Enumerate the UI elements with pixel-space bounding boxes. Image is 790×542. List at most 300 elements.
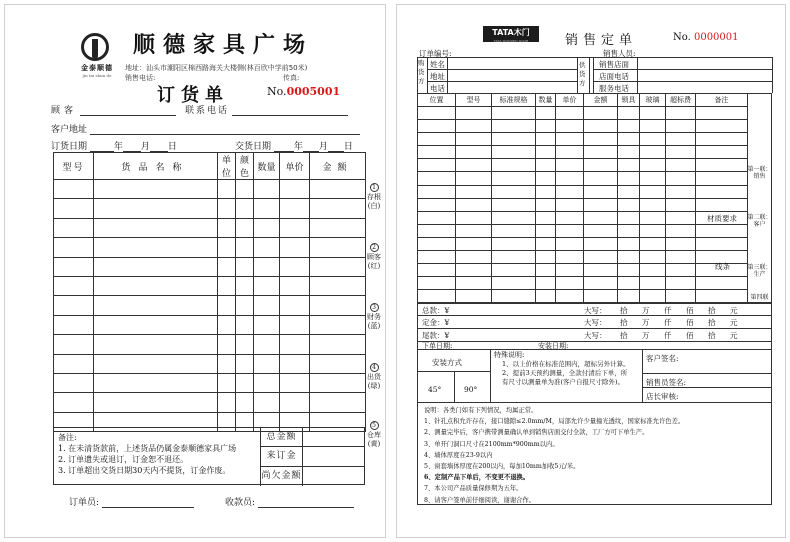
special-label: 特殊说明: [494,351,525,359]
table-cell[interactable] [536,277,556,290]
table-cell[interactable] [492,172,536,185]
table-cell[interactable] [492,264,536,277]
table-cell[interactable] [666,264,696,277]
note-line: 6、定制产品下单后，不变更不退换。 [424,474,530,482]
table-cell[interactable] [696,133,748,146]
table-cell[interactable] [640,277,666,290]
table-cell[interactable] [696,198,748,211]
table-cell[interactable] [456,277,492,290]
table-cell[interactable] [640,120,666,133]
table-row[interactable] [418,290,748,303]
table-cell[interactable] [536,185,556,198]
side-note: 第一联：销售 [747,166,772,180]
table-cell[interactable] [94,335,218,354]
table-cell[interactable] [492,185,536,198]
table-cell[interactable] [696,290,748,303]
table-cell[interactable] [666,237,696,250]
table-cell[interactable] [536,224,556,237]
table-cell[interactable] [696,237,748,250]
table-cell[interactable] [218,335,236,354]
table-cell[interactable] [218,257,236,276]
table-cell[interactable] [280,335,310,354]
table-row[interactable] [418,107,748,120]
note-line: 8、请客户签单前仔细阅读，谢谢合作。 [424,496,536,504]
table-cell[interactable] [236,335,254,354]
table-cell[interactable] [218,315,236,334]
table-cell[interactable] [584,120,618,133]
contact-phone-field[interactable] [185,103,348,116]
table-cell[interactable] [236,218,254,237]
table-cell[interactable] [218,199,236,218]
table-cell[interactable] [618,198,640,211]
table-cell[interactable] [556,159,584,172]
table-cell[interactable] [536,107,556,120]
table-cell[interactable] [584,290,618,303]
customer-address-field[interactable] [51,122,360,135]
table-cell[interactable] [310,354,366,373]
table-cell[interactable] [310,257,366,276]
table-cell[interactable] [536,211,556,224]
table-cell[interactable] [584,133,618,146]
table-cell[interactable] [556,133,584,146]
table-cell[interactable] [94,276,218,295]
clerk-field[interactable] [69,495,194,508]
logo-en: jin tai shun de [82,73,112,78]
table-cell[interactable] [456,120,492,133]
table-cell[interactable] [280,296,310,315]
table-cell[interactable] [618,251,640,264]
table-cell[interactable] [94,257,218,276]
table-cell[interactable] [54,276,94,295]
table-cell[interactable] [254,315,280,334]
table-cell[interactable] [492,198,536,211]
table-cell[interactable] [418,172,456,185]
table-cell[interactable] [556,185,584,198]
table-cell[interactable] [556,237,584,250]
table-cell[interactable] [54,315,94,334]
table-cell[interactable] [418,146,456,159]
table-cell[interactable] [666,211,696,224]
table-cell[interactable] [666,185,696,198]
table-cell[interactable] [618,277,640,290]
table-cell[interactable] [94,180,218,199]
table-cell[interactable] [618,120,640,133]
table-cell[interactable] [236,393,254,412]
table-cell[interactable] [218,296,236,315]
table-cell[interactable] [310,315,366,334]
table-cell[interactable] [584,146,618,159]
table-row[interactable] [418,172,748,185]
table-cell[interactable] [418,251,456,264]
table-cell[interactable] [536,120,556,133]
table-cell[interactable] [618,133,640,146]
table-cell[interactable] [456,185,492,198]
table-cell[interactable] [640,264,666,277]
table-cell[interactable] [618,159,640,172]
table-cell[interactable] [280,218,310,237]
table-cell[interactable] [54,238,94,257]
table-cell[interactable] [218,218,236,237]
table-cell[interactable] [280,257,310,276]
table-cell[interactable] [536,198,556,211]
table-cell[interactable] [584,159,618,172]
table-cell[interactable] [584,172,618,185]
table-cell[interactable] [666,290,696,303]
table-cell[interactable] [418,159,456,172]
table-cell[interactable] [556,251,584,264]
table-cell[interactable] [666,159,696,172]
table-cell[interactable] [492,146,536,159]
table-cell[interactable] [310,218,366,237]
table-row[interactable] [418,159,748,172]
table-cell[interactable] [254,335,280,354]
table-row[interactable] [54,393,366,412]
table-cell[interactable] [254,218,280,237]
seller-service-phone-label: 服务电话 [599,84,629,93]
table-row[interactable] [54,335,366,354]
table-cell[interactable] [696,120,748,133]
table-cell[interactable] [696,224,748,237]
table-cell[interactable] [584,264,618,277]
table-cell[interactable] [310,335,366,354]
customer-label: 顾客 [51,106,78,116]
table-cell[interactable] [536,172,556,185]
table-cell[interactable] [640,172,666,185]
balance-row[interactable]: 尾款：¥ 大写： 拾 万 仟 佰 拾 元 [417,329,772,342]
delivery-date-field[interactable]: 交货日期 年 月 日 [235,142,353,152]
table-row[interactable] [418,264,748,277]
table-cell[interactable] [280,373,310,392]
table-cell[interactable] [218,354,236,373]
table-cell[interactable] [584,185,618,198]
table-cell[interactable] [556,277,584,290]
table-row[interactable] [54,238,366,257]
table-cell[interactable] [696,107,748,120]
table-cell[interactable] [456,107,492,120]
customer-sign-label[interactable]: 客户签名: [646,354,679,363]
customer-field[interactable] [51,103,176,116]
install-method-label: 安装方式 [432,358,462,367]
table-cell[interactable] [584,237,618,250]
table-cell[interactable] [640,237,666,250]
table-cell[interactable] [236,257,254,276]
table-cell[interactable] [418,198,456,211]
table-cell[interactable] [310,199,366,218]
deposit-row[interactable]: 定金：¥ 大写： 拾 万 仟 佰 拾 元 [417,316,772,329]
table-cell[interactable] [456,198,492,211]
table-cell[interactable] [456,264,492,277]
table-cell[interactable] [536,159,556,172]
table-cell[interactable] [556,146,584,159]
table-cell[interactable] [310,238,366,257]
table-cell[interactable] [640,146,666,159]
table-cell[interactable] [94,354,218,373]
table-cell[interactable] [418,211,456,224]
table-cell[interactable] [236,354,254,373]
table-row[interactable] [418,237,748,250]
table-cell[interactable] [640,107,666,120]
table-cell[interactable] [666,146,696,159]
table-cell[interactable] [280,354,310,373]
special-line: 1、以上价格在标准范围内，超标另外计算。 [502,360,630,368]
table-cell[interactable] [696,277,748,290]
table-cell[interactable] [492,107,536,120]
table-cell[interactable] [418,264,456,277]
table-cell[interactable] [492,159,536,172]
table-cell[interactable] [556,107,584,120]
col-oversize-fee: 超标费 [666,94,696,107]
table-cell[interactable] [666,198,696,211]
table-cell[interactable] [236,315,254,334]
table-cell[interactable] [54,296,94,315]
table-cell[interactable] [456,211,492,224]
table-cell[interactable] [218,276,236,295]
table-cell[interactable] [236,276,254,295]
angle-90[interactable]: 90° [464,385,478,394]
table-cell[interactable] [584,107,618,120]
table-cell[interactable] [556,198,584,211]
table-cell[interactable] [536,237,556,250]
table-cell[interactable] [696,146,748,159]
table-cell[interactable] [54,354,94,373]
table-cell[interactable] [456,251,492,264]
table-cell[interactable] [640,211,666,224]
table-cell[interactable] [310,276,366,295]
table-cell[interactable] [418,224,456,237]
table-cell[interactable] [492,277,536,290]
table-cell[interactable] [280,238,310,257]
table-row[interactable] [54,315,366,334]
table-row[interactable] [418,224,748,237]
table-row[interactable] [54,257,366,276]
table-cell[interactable] [280,180,310,199]
table-cell[interactable] [556,264,584,277]
table-cell[interactable] [418,290,456,303]
table-row[interactable] [418,277,748,290]
table-cell[interactable] [254,180,280,199]
table-row[interactable] [418,120,748,133]
table-cell[interactable] [280,393,310,412]
table-cell[interactable] [236,199,254,218]
table-row[interactable] [54,180,366,199]
table-cell[interactable] [94,296,218,315]
table-row[interactable] [54,218,366,237]
seller-store-phone-label: 店面电话 [599,72,629,81]
table-cell[interactable] [618,185,640,198]
table-cell[interactable] [492,211,536,224]
table-cell[interactable] [218,373,236,392]
table-cell[interactable] [618,224,640,237]
table-cell[interactable] [618,146,640,159]
table-cell[interactable] [640,251,666,264]
total-row[interactable]: 总款：¥ 大写： 拾 万 仟 佰 拾 元 [417,303,772,316]
table-row[interactable] [418,211,748,224]
table-cell[interactable] [618,290,640,303]
table-cell[interactable] [94,373,218,392]
table-cell[interactable] [666,251,696,264]
cashier-field[interactable] [225,495,354,508]
col-unit-price: 单价 [280,153,310,180]
table-cell[interactable] [254,354,280,373]
table-cell[interactable] [254,296,280,315]
table-cell[interactable] [94,199,218,218]
table-cell[interactable] [218,393,236,412]
table-cell[interactable] [218,238,236,257]
table-cell[interactable] [666,224,696,237]
table-cell[interactable] [618,107,640,120]
order-date-field[interactable]: 订货日期 年 月 日 [51,142,177,152]
special-line: 有尺寸以测量单为准(客户自报尺寸除外)。 [502,378,625,386]
table-row[interactable] [418,185,748,198]
table-cell[interactable] [492,237,536,250]
table-cell[interactable] [310,180,366,199]
table-cell[interactable] [54,393,94,412]
angle-45[interactable]: 45° [428,385,442,394]
table-cell[interactable] [218,180,236,199]
table-row[interactable] [418,251,748,264]
table-cell[interactable] [236,373,254,392]
table-cell[interactable] [696,159,748,172]
deposit-field[interactable] [302,447,364,466]
table-cell[interactable] [666,172,696,185]
table-cell[interactable] [54,257,94,276]
table-cell[interactable] [54,199,94,218]
table-row[interactable] [418,133,748,146]
order-date-label: 订货日期 [51,142,88,152]
table-cell[interactable] [584,211,618,224]
total-amount-field[interactable] [302,428,364,447]
table-cell[interactable] [618,237,640,250]
table-cell[interactable] [618,172,640,185]
table-cell[interactable] [536,264,556,277]
table-cell[interactable] [696,185,748,198]
notes-title: 备注: [58,433,77,442]
table-cell[interactable] [640,159,666,172]
form-no-value: 0005001 [286,85,341,98]
table-cell[interactable] [556,224,584,237]
fax-label: 传真: [283,74,300,82]
table-cell[interactable] [666,107,696,120]
balance-label: 尚欠金额 [260,467,302,486]
table-row[interactable] [418,146,748,159]
table-cell[interactable] [584,198,618,211]
side-note: 第三联：生产 [747,264,772,278]
table-cell[interactable] [418,237,456,250]
table-cell[interactable] [254,393,280,412]
table-cell[interactable] [54,335,94,354]
table-cell[interactable] [418,133,456,146]
table-cell[interactable] [584,251,618,264]
table-cell[interactable] [584,224,618,237]
table-cell[interactable] [492,120,536,133]
table-cell[interactable] [492,133,536,146]
table-cell[interactable] [254,276,280,295]
table-cell[interactable] [456,237,492,250]
table-cell[interactable] [310,393,366,412]
table-row[interactable] [418,198,748,211]
table-cell[interactable] [254,373,280,392]
table-cell[interactable] [696,172,748,185]
table-cell[interactable] [556,172,584,185]
table-cell[interactable] [640,290,666,303]
table-cell[interactable] [456,133,492,146]
table-cell[interactable] [280,315,310,334]
table-cell[interactable] [310,373,366,392]
table-cell[interactable] [556,211,584,224]
table-cell[interactable] [254,199,280,218]
table-cell[interactable] [640,133,666,146]
table-cell[interactable] [418,277,456,290]
table-cell[interactable] [536,251,556,264]
table-cell[interactable] [418,107,456,120]
table-cell[interactable] [280,276,310,295]
table-cell[interactable] [280,199,310,218]
sales-sign-label[interactable]: 销售员签名: [646,378,687,387]
table-cell[interactable] [536,290,556,303]
table-row[interactable] [54,276,366,295]
table-cell[interactable] [236,180,254,199]
table-cell[interactable] [54,373,94,392]
table-row[interactable] [54,296,366,315]
table-cell[interactable] [456,146,492,159]
table-cell[interactable] [254,238,280,257]
col-quantity: 数量 [254,153,280,180]
table-cell[interactable] [492,224,536,237]
table-cell[interactable] [556,120,584,133]
shop-name: 顺德家具广场 [133,33,314,58]
table-cell[interactable] [492,251,536,264]
table-cell[interactable] [456,290,492,303]
table-row[interactable] [54,199,366,218]
table-cell[interactable] [418,185,456,198]
date-row[interactable]: 下单日期: 安装日期: [417,342,772,350]
table-cell[interactable] [456,224,492,237]
table-cell[interactable] [310,296,366,315]
table-cell[interactable] [666,120,696,133]
table-cell[interactable] [640,198,666,211]
table-cell[interactable] [418,120,456,133]
table-cell[interactable] [456,159,492,172]
table-cell[interactable] [54,180,94,199]
table-cell[interactable] [94,238,218,257]
table-cell[interactable] [666,277,696,290]
table-cell[interactable] [94,393,218,412]
table-cell[interactable] [618,211,640,224]
table-cell[interactable] [536,133,556,146]
table-cell[interactable] [584,277,618,290]
table-cell[interactable] [54,218,94,237]
table-cell[interactable] [236,296,254,315]
table-cell[interactable] [536,146,556,159]
table-cell[interactable] [618,264,640,277]
table-cell[interactable] [94,315,218,334]
table-cell[interactable] [456,172,492,185]
table-cell[interactable] [94,218,218,237]
table-cell[interactable] [640,185,666,198]
balance-field[interactable] [302,467,364,486]
table-cell[interactable] [492,290,536,303]
table-cell[interactable] [254,257,280,276]
table-cell[interactable] [640,224,666,237]
table-cell[interactable] [666,133,696,146]
col-model: 型号 [456,94,492,107]
col-product-name: 货品名称 [94,153,218,180]
table-row[interactable] [54,373,366,392]
table-row[interactable] [54,354,366,373]
table-cell[interactable] [236,238,254,257]
table-cell[interactable] [556,290,584,303]
manager-sign-label[interactable]: 店长审核: [646,392,679,401]
